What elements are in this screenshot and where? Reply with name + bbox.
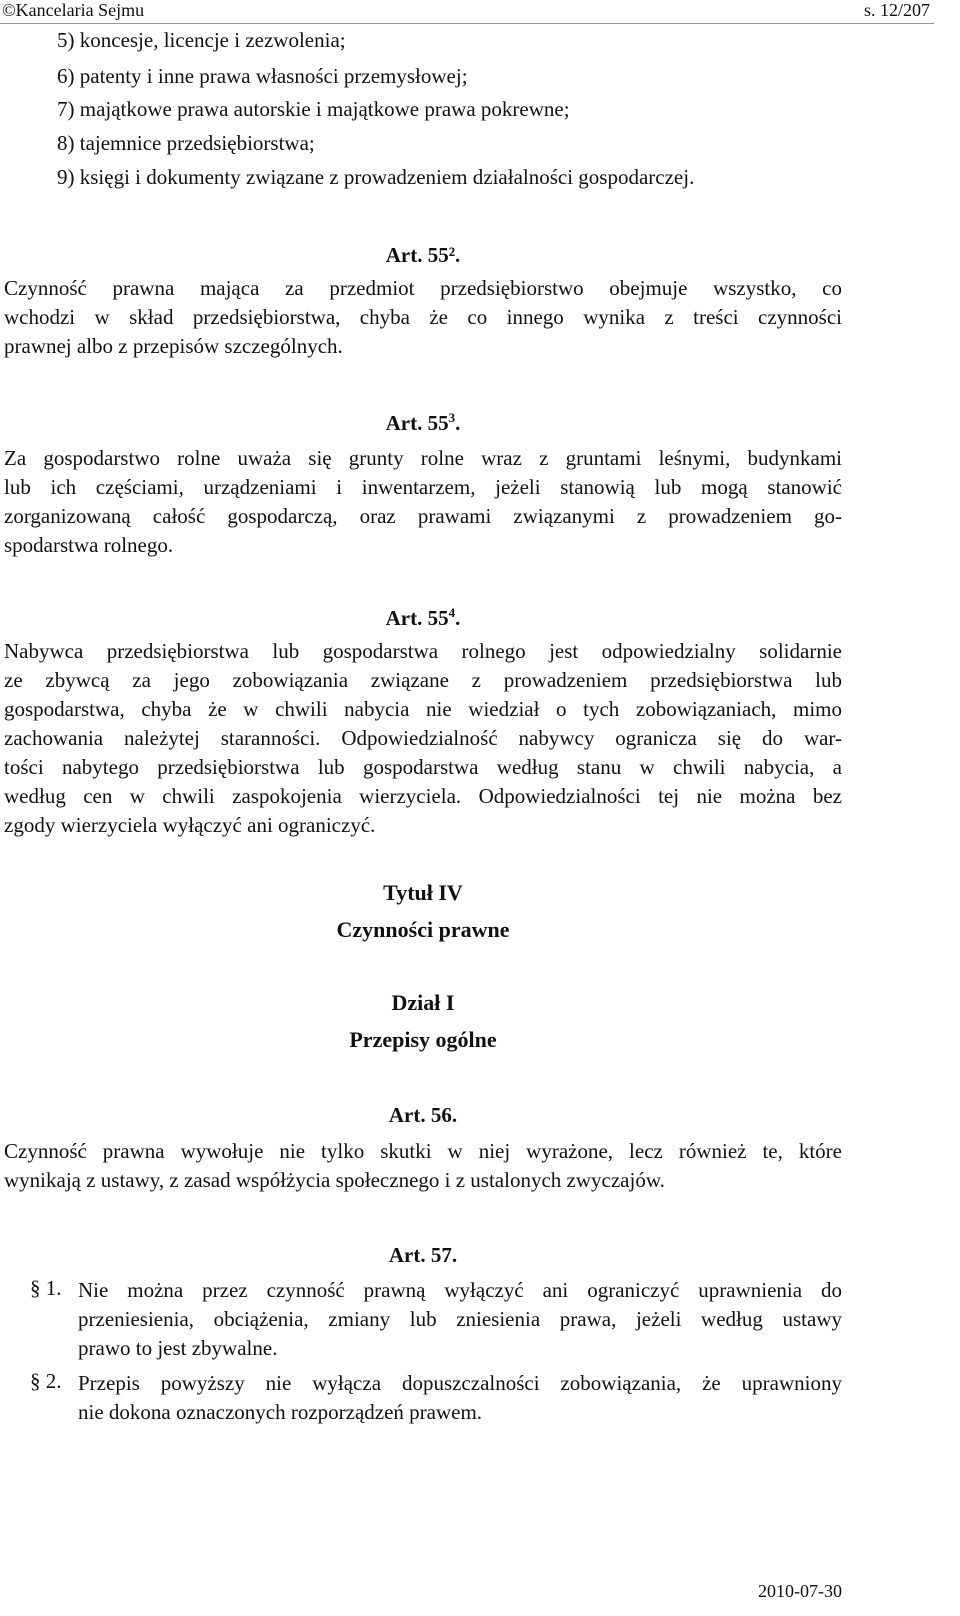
article-heading: Art. $55^3$.	[385, 410, 461, 435]
title-heading: Tytuł IV	[383, 880, 463, 905]
text-line: gospodarstwa, chyba że w chwili nabycia nie wiedział o tych zobowiązaniach, mimo	[4, 697, 842, 721]
text-line: lub ich częściami, urządzeniami i inwentarzem, jeżeli stanowią lub mogą stanowić	[4, 475, 842, 499]
article-text	[4, 637, 842, 840]
article-heading: Art. $55^4$.	[385, 605, 461, 630]
article-heading: Art. 55².	[385, 243, 461, 267]
section-text	[78, 1276, 842, 1363]
list-item: 9) księgi i dokumenty związane z prowadzeniem działalności gospodarczej.	[57, 165, 695, 189]
article-heading: Art. 56.	[388, 1103, 458, 1127]
text-line: zorganizowaną całość gospodarczą, oraz prawami związanymi z prowadzeniem go-	[4, 504, 842, 528]
article-text	[4, 274, 842, 361]
article-heading: Art. 57.	[388, 1243, 458, 1267]
text-line: nie dokona oznaczonych rozporządzeń prawem.	[78, 1400, 483, 1424]
text-line: prawnej albo z przepisów szczególnych.	[4, 334, 343, 358]
text-line: Za gospodarstwo rolne uważa się grunty rolne wraz z gruntami leśnymi, budynkami	[4, 446, 842, 470]
text-line: ze zbywcą za jego zobowiązania związane z prowadzeniem przedsiębiorstwa lub	[4, 668, 842, 692]
text-line: zgody wierzyciela wyłączyć ani ograniczyć.	[4, 813, 376, 837]
text-line: prawo to jest zbywalne.	[78, 1336, 278, 1360]
text-line: spodarstwa rolnego.	[4, 533, 174, 557]
list-item: 5) koncesje, licencje i zezwolenia;	[57, 28, 346, 52]
text-line: wchodzi w skład przedsiębiorstwa, chyba że co innego wynika z treści czynności	[4, 305, 842, 329]
text-line: tości nabytego przedsiębiorstwa lub gospodarstwa według stanu w chwili nabycia, a	[4, 755, 842, 779]
title-name: Czynności prawne	[336, 917, 510, 942]
text-line: przeniesienia, obciążenia, zmiany lub zniesienia prawa, jeżeli według ustawy	[78, 1307, 842, 1331]
footer-date: 2010-07-30	[758, 1581, 842, 1601]
division-name: Przepisy ogólne	[349, 1027, 497, 1052]
division-heading: Dział I	[391, 990, 455, 1015]
text-line: Czynność prawna mająca za przedmiot przedsiębiorstwo obejmuje wszystko, co	[4, 276, 842, 300]
section-label: § 1.	[30, 1276, 62, 1300]
list-item: 7) majątkowe prawa autorskie i majątkowe prawa pokrewne;	[57, 97, 570, 121]
text-line: Nie można przez czynność prawną wyłączyć ani ograniczyć uprawnienia do	[78, 1278, 842, 1302]
text-line: Przepis powyższy nie wyłącza dopuszczalności zobowiązania, że uprawniony	[78, 1371, 842, 1395]
article-text	[4, 444, 842, 560]
text-line: Nabywca przedsiębiorstwa lub gospodarstwa rolnego jest odpowiedzialny solidarnie	[4, 639, 842, 663]
header-page-number: s. 12/207	[863, 0, 930, 20]
text-line: Czynność prawna wywołuje nie tylko skutki w niej wyrażone, lecz również te, które	[4, 1139, 842, 1163]
text-line: według cen w chwili zaspokojenia wierzyciela. Odpowiedzialności tej nie można bez	[4, 784, 842, 808]
list-item: 8) tajemnice przedsiębiorstwa;	[57, 131, 315, 155]
article-text	[4, 1137, 842, 1195]
text-line: wynikają z ustawy, z zasad współżycia społecznego i z ustalonych zwyczajów.	[4, 1168, 665, 1192]
header-publisher: ©Kancelaria Sejmu	[2, 0, 145, 20]
list-item: 6) patenty i inne prawa własności przemysłowej;	[57, 64, 468, 88]
section-label: § 2.	[30, 1369, 62, 1393]
section-text	[78, 1369, 842, 1427]
header-rule	[0, 23, 934, 24]
text-line: zachowania należytej staranności. Odpowiedzialność nabywcy ogranicza się do war-	[4, 726, 842, 750]
